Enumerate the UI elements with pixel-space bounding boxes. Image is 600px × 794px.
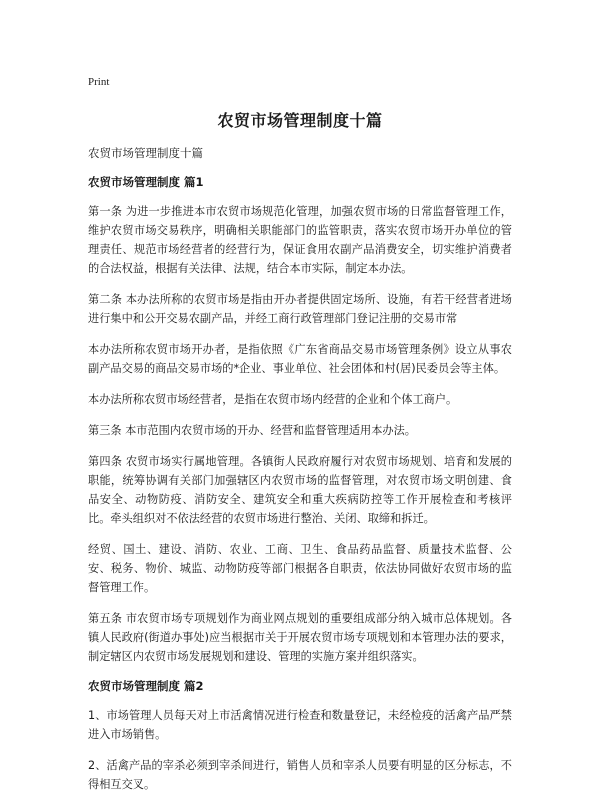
article-3-paragraph: 第三条 本市范围内农贸市场的开办、经营和监督管理适用本办法。	[88, 424, 416, 437]
section-heading-2: 农贸市场管理制度 篇2	[88, 679, 204, 693]
page-title: 农贸市场管理制度十篇	[217, 111, 383, 130]
market-operator-definition-paragraph: 本办法所称农贸市场开办者，是指依照《广东省商品交易市场管理条例》设立从事农副产品交易的商品交易市场的*企业、事业单位、社会团体和村(居)民委员会等主体。	[88, 343, 512, 375]
article-5-paragraph: 第五条 市农贸市场专项规划作为商业网点规划的重要组成部分纳入城市总体规划。各镇人民政府(街道办事处)应当根据市关于开展农贸市场专项规划和本管理办法的要求，制定辖区内农贸市场发展规划和建设、管理的实施方案并组织落实。	[88, 612, 512, 663]
section-heading-1: 农贸市场管理制度 篇1	[88, 175, 204, 189]
article-2-paragraph: 第二条 本办法所称的农贸市场是指由开办者提供固定场所、设施，有若干经营者进场进行集中和公开交易农副产品，并经工商行政管理部门登记注册的交易市常	[88, 293, 512, 325]
article-1-paragraph: 第一条 为进一步推进本市农贸市场规范化管理，加强农贸市场的日常监督管理工作，维护农贸市场交易秩序，明确相关职能部门的监管职责，落实农贸市场开办单位的管理责任、规范市场经营者的经营行为，保证食用农副产品消费安全，切实维护消费者的合法权益，根据有关法律、法规，结合本市实际，制定本办法。	[88, 205, 512, 275]
article-4-paragraph: 第四条 农贸市场实行属地管理。各镇街人民政府履行对农贸市场规划、培育和发展的职能，统筹协调有关部门加强辖区内农贸市场的监督管理，对农贸市场文明创建、食品安全、动物防疫、消防安全、建筑安全和重大疾病防控等工作开展检查和考核评比。牵头组织对不依法经营的农贸市场进行整治、关闭、取缔和拆迁。	[88, 455, 512, 525]
print-link[interactable]: Print	[88, 76, 110, 88]
document-subtitle: 农贸市场管理制度十篇	[88, 146, 203, 160]
departments-paragraph: 经贸、国土、建设、消防、农业、工商、卫生、食品药品监督、质量技术监督、公安、税务、物价、城监、动物防疫等部门根据各自职责，依法协同做好农贸市场的监督管理工作。	[88, 543, 512, 594]
market-trader-definition-paragraph: 本办法所称农贸市场经营者，是指在农贸市场内经营的企业和个体工商户。	[88, 393, 458, 406]
rule-1-paragraph: 1、市场管理人员每天对上市活禽情况进行检查和数量登记，未经检疫的活禽产品严禁进入市场销售。	[88, 709, 512, 741]
rule-2-paragraph: 2、活禽产品的宰杀必须到宰杀间进行，销售人员和宰杀人员要有明显的区分标志，不得相互交叉。	[88, 759, 512, 791]
